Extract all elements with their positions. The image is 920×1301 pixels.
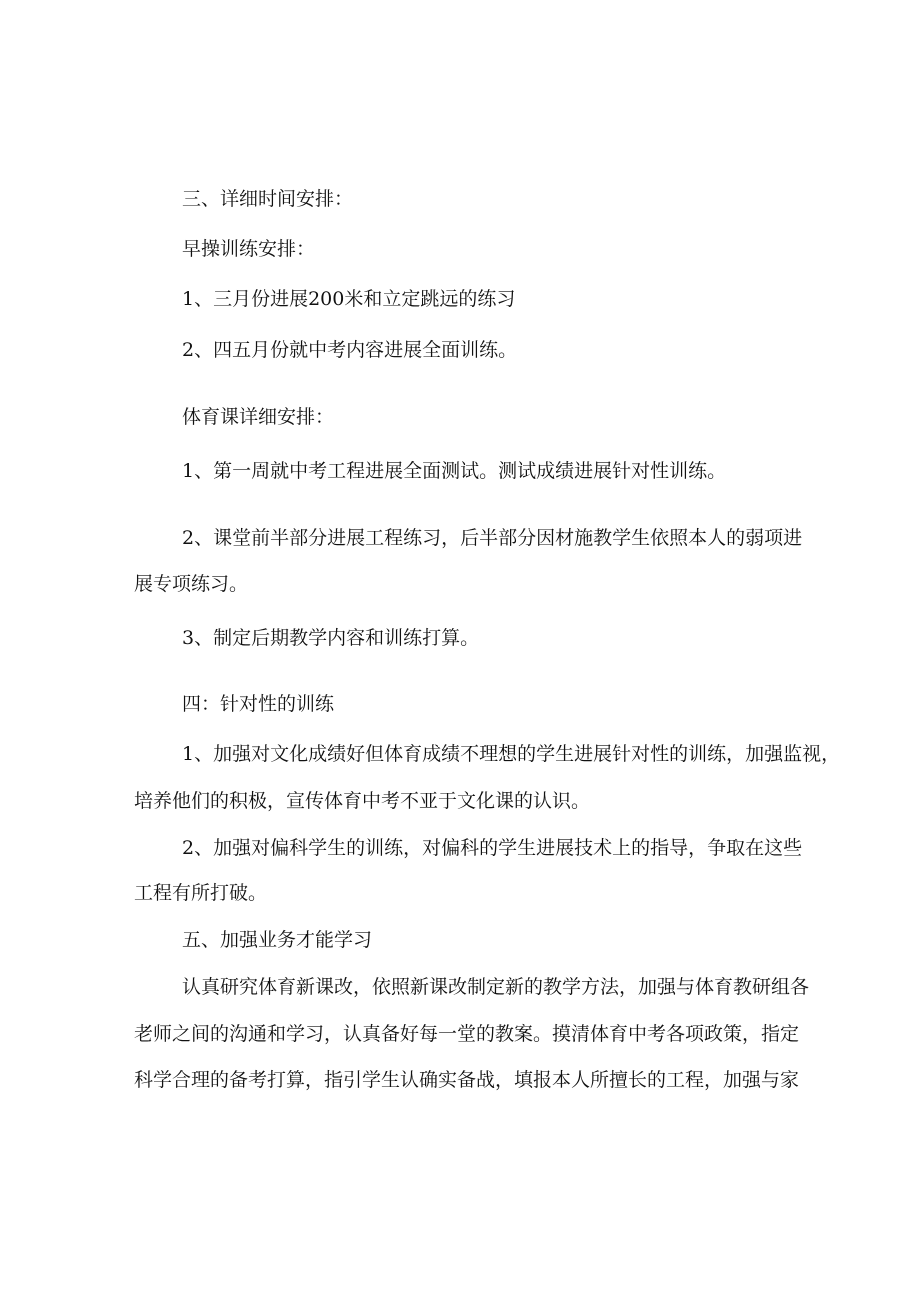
list-item: 2、课堂前半部分进展工程练习，后半部分因材施教学生依照本人的弱项进 [182, 527, 803, 549]
list-item-continuation: 工程有所打破。 [134, 882, 268, 904]
list-item: 2、四五月份就中考内容进展全面训练。 [182, 339, 518, 361]
list-item: 3、制定后期教学内容和训练打算。 [182, 627, 480, 649]
list-item-continuation: 培养他们的积极，宣传体育中考不亚于文化课的认识。 [134, 790, 591, 812]
list-item: 2、加强对偏科学生的训练，对偏科的学生进展技术上的指导，争取在这些 [182, 837, 803, 859]
list-item: 1、三月份进展200米和立定跳远的练习 [182, 288, 516, 310]
list-item: 1、第一周就中考工程进展全面测试。测试成绩进展针对性训练。 [182, 460, 727, 482]
paragraph-line: 认真研究体育新课改，依照新课改制定新的教学方法，加强与体育教研组各 [182, 976, 810, 998]
section-heading-4: 四：针对性的训练 [182, 693, 335, 715]
paragraph-line: 科学合理的备考打算，指引学生认确实备战，填报本人所擅长的工程，加强与家 [134, 1069, 800, 1091]
list-item: 1、加强对文化成绩好但体育成绩不理想的学生进展针对性的训练，加强监视， [182, 743, 841, 765]
paragraph-line: 老师之间的沟通和学习，认真备好每一堂的教案。摸清体育中考各项政策，指定 [134, 1023, 800, 1045]
section-heading-3: 三、详细时间安排： [182, 188, 354, 210]
subheading-pe-class: 体育课详细安排： [182, 406, 335, 428]
section-heading-5: 五、加强业务才能学习 [182, 929, 373, 951]
subheading-morning-training: 早操训练安排： [182, 238, 316, 260]
list-item-continuation: 展专项练习。 [134, 573, 249, 595]
